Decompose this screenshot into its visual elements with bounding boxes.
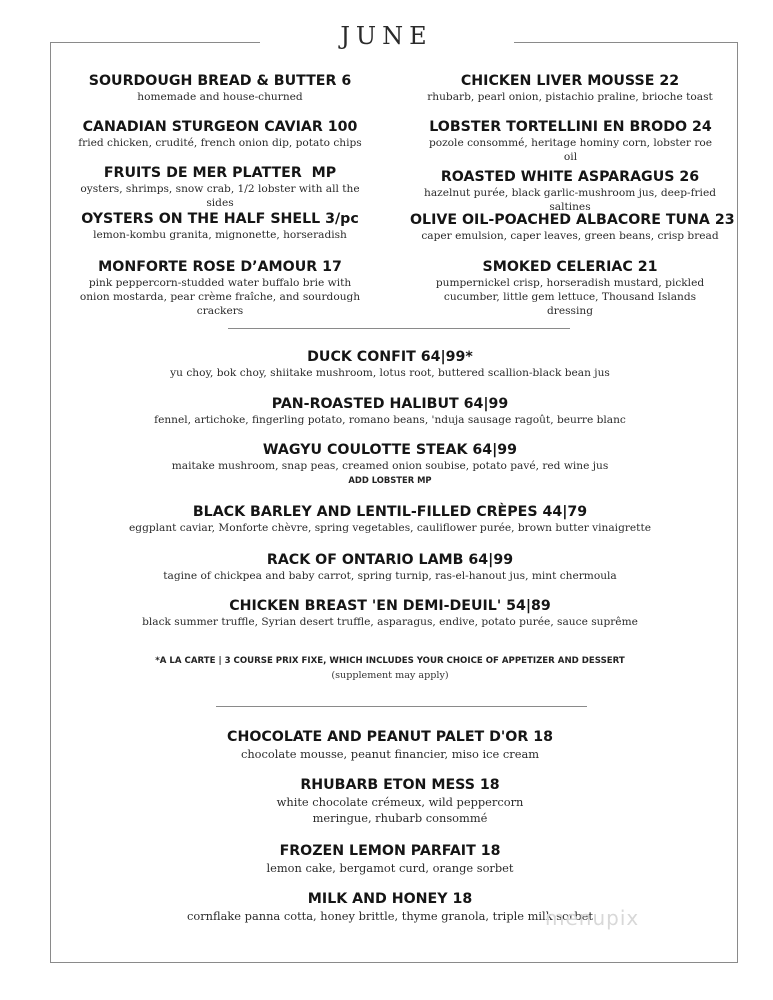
prix-fixe-note: *A LA CARTE | 3 COURSE PRIX FIXE, WHICH INCLUDES YOUR CHOICE OF APPETIZER AND DESSERT (155, 656, 625, 666)
dish-desc: oysters, shrimps, snow crab, 1/2 lobster with all the sides (80, 183, 360, 209)
main-halibut (60, 395, 720, 427)
dish-desc: tagine of chickpea and baby carrot, spring turnip, ras-el-hanout jus, mint chermoula (163, 570, 617, 582)
dish-desc: maitake mushroom, snap peas, creamed onion soubise, potato pavé, red wine jus (171, 460, 609, 472)
dish-desc: homemade and house-churned (137, 91, 303, 103)
dish-name: CHICKEN LIVER MOUSSE 22 (460, 73, 680, 89)
main-crepes (60, 503, 720, 535)
divider-mains (216, 706, 587, 707)
dish-name: CHICKEN BREAST 'EN DEMI-DEUIL' 54|89 (229, 598, 551, 614)
dish-addon: ADD LOBSTER MP (348, 475, 432, 485)
dessert-palet-dor (60, 728, 720, 762)
starter-chicken-liver (420, 72, 720, 104)
starter-albacore-tuna (410, 211, 735, 243)
watermark: menupix (545, 906, 640, 930)
dish-desc: lemon-kombu granita, mignonette, horseradish (93, 229, 347, 241)
dish-name: PAN-ROASTED HALIBUT 64|99 (271, 396, 509, 412)
main-chicken-breast (60, 597, 720, 629)
dish-desc: caper emulsion, caper leaves, green beans, crisp bread (421, 230, 719, 242)
dish-desc: pink peppercorn-studded water buffalo brie with onion mostarda, pear crème fraîche, and sourdough crackers (79, 277, 361, 317)
starter-sourdough (70, 72, 370, 104)
dish-name: WAGYU COULOTTE STEAK 64|99 (262, 442, 518, 458)
dish-name: CANADIAN STURGEON CAVIAR 100 (82, 119, 358, 135)
divider-starters (228, 328, 570, 329)
dish-desc: pozole consommé, heritage hominy corn, lobster roe oil (428, 137, 713, 163)
dish-name: DUCK CONFIT 64|99* (307, 349, 473, 365)
dish-name: BLACK BARLEY AND LENTIL-FILLED CRÈPES 44|79 (192, 504, 588, 520)
starter-monforte (75, 258, 365, 318)
dessert-lemon-parfait (60, 842, 720, 876)
dish-desc: rhubarb, pearl onion, pistachio praline, brioche toast (427, 91, 713, 103)
supplement-note: (supplement may apply) (331, 670, 449, 681)
starter-white-asparagus (420, 168, 720, 214)
dish-name: FRUITS DE MER PLATTER MP (103, 165, 337, 181)
starter-lobster-tortellini (428, 118, 713, 164)
dish-name: OLIVE OIL-POACHED ALBACORE TUNA 23 (410, 212, 735, 228)
dish-name: SMOKED CELERIAC 21 (482, 259, 658, 275)
main-duck-confit (60, 348, 720, 380)
dish-name: MILK AND HONEY 18 (307, 891, 473, 907)
dish-desc: black summer truffle, Syrian desert truffle, asparagus, endive, potato purée, sauce suprême (142, 616, 638, 628)
main-lamb (60, 551, 720, 583)
menu-title: JUNE (340, 22, 433, 50)
dish-name: OYSTERS ON THE HALF SHELL 3/pc (81, 211, 359, 227)
dessert-eton-mess (250, 776, 550, 826)
dish-desc: fennel, artichoke, fingerling potato, romano beans, 'nduja sausage ragoût, beurre blanc (154, 414, 626, 426)
starter-oysters (70, 210, 370, 242)
dish-name: FROZEN LEMON PARFAIT 18 (279, 843, 501, 859)
dish-name: MONFORTE ROSE D’AMOUR 17 (98, 259, 342, 275)
dish-desc: cornflake panna cotta, honey brittle, thyme granola, triple milk sorbet (187, 909, 593, 923)
dish-desc: fried chicken, crudité, french onion dip, potato chips (78, 137, 362, 149)
dish-name: RHUBARB ETON MESS 18 (300, 777, 500, 793)
dish-name: SOURDOUGH BREAD & BUTTER 6 (88, 73, 352, 89)
dish-name: CHOCOLATE AND PEANUT PALET D'OR 18 (227, 729, 553, 745)
dish-name: RACK OF ONTARIO LAMB 64|99 (266, 552, 514, 568)
dish-desc: yu choy, bok choy, shiitake mushroom, lotus root, buttered scallion-black bean jus (170, 367, 610, 379)
dish-name: LOBSTER TORTELLINI EN BRODO 24 (429, 119, 712, 135)
starter-fruits-de-mer (70, 164, 370, 210)
dish-desc: chocolate mousse, peanut financier, miso ice cream (240, 747, 540, 761)
dish-desc: white chocolate crémeux, wild peppercorn meringue, rhubarb consommé (276, 795, 524, 825)
starter-smoked-celeriac (420, 258, 720, 318)
starter-caviar (70, 118, 370, 150)
dish-desc: pumpernickel crisp, horseradish mustard, pickled cucumber, little gem lettuce, Thousand Islands dressing (435, 277, 705, 317)
dish-desc: eggplant caviar, Monforte chèvre, spring vegetables, cauliflower purée, brown butter vinaigrette (129, 522, 651, 534)
dish-desc: lemon cake, bergamot curd, orange sorbet (266, 861, 514, 875)
dish-name: ROASTED WHITE ASPARAGUS 26 (440, 169, 700, 185)
dish-desc: hazelnut purée, black garlic-mushroom jus, deep-fried saltines (424, 187, 716, 213)
main-wagyu (60, 441, 720, 485)
